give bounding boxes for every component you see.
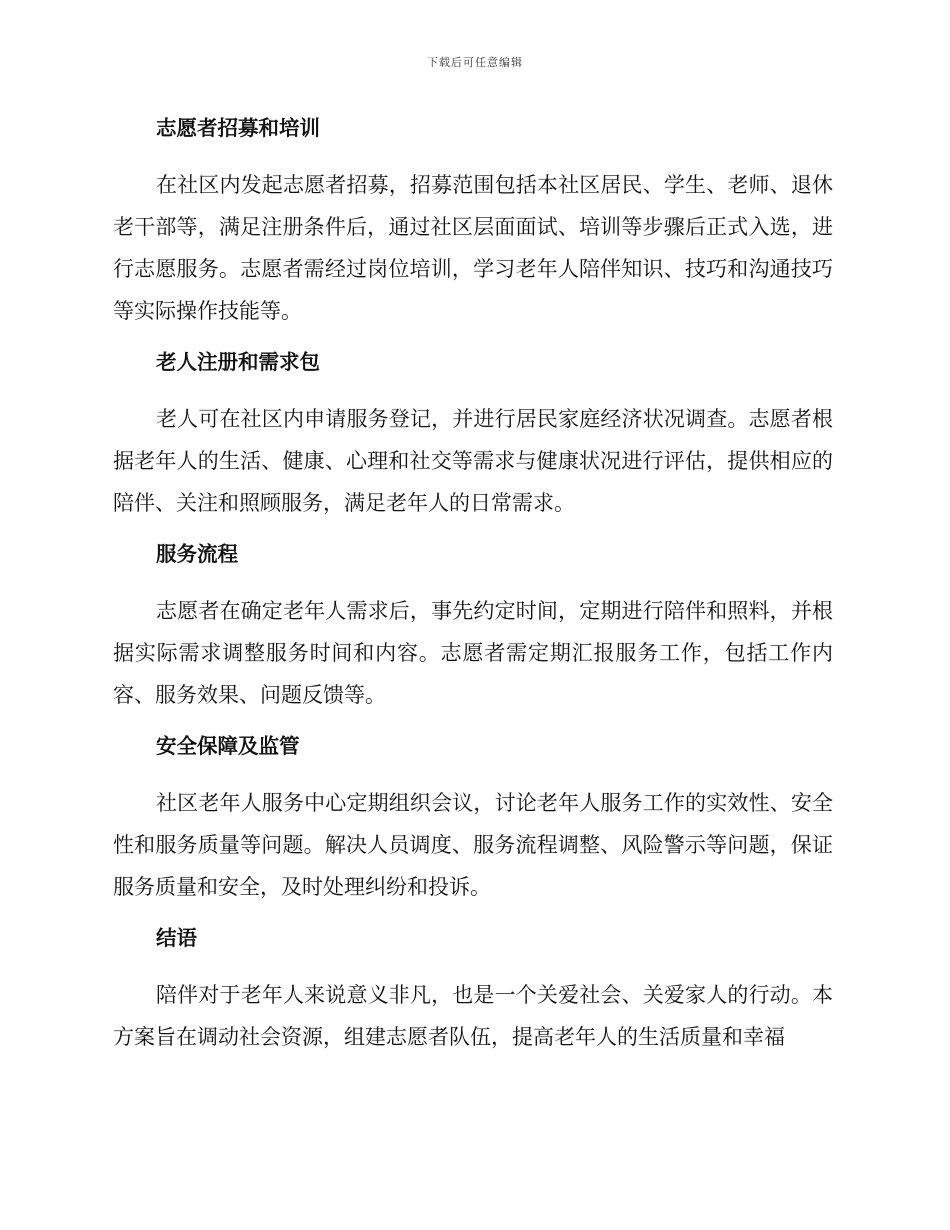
section-paragraph-elder-registration: 老人可在社区内申请服务登记，并进行居民家庭经济状况调查。志愿者根据老年人的生活、健康、心理和社交等需求与健康状况进行评估，提供相应的陪伴、关注和照顾服务，满足老年人的日常需求。 bbox=[113, 407, 833, 515]
section-paragraph-conclusion: 陪伴对于老年人来说意义非凡，也是一个关爱社会、关爱家人的行动。本方案旨在调动社会资源，组建志愿者队伍，提高老年人的生活质量和幸福 bbox=[113, 983, 833, 1049]
section-heading-conclusion: 结语 bbox=[156, 926, 197, 950]
section-paragraph-service-process: 志愿者在确定老年人需求后，事先约定时间，定期进行陪伴和照料，并根据实际需求调整服务时间和内容。志愿者需定期汇报服务工作，包括工作内容、服务效果、问题反馈等。 bbox=[113, 599, 833, 707]
document-body bbox=[113, 110, 833, 1070]
section-paragraph-volunteer-recruitment: 在社区内发起志愿者招募，招募范围包括本社区居民、学生、老师、退休老干部等，满足注册条件后，通过社区层面面试、培训等步骤后正式入选，进行志愿服务。志愿者需经过岗位培训，学习老年人陪伴知识、技巧和沟通技巧等实际操作技能等。 bbox=[113, 173, 833, 323]
section-paragraph-safety-supervision: 社区老年人服务中心定期组织会议，讨论老年人服务工作的实效性、安全性和服务质量等问题。解决人员调度、服务流程调整、风险警示等问题，保证服务质量和安全，及时处理纠纷和投诉。 bbox=[113, 791, 833, 899]
section-heading-elder-registration: 老人注册和需求包 bbox=[156, 350, 320, 374]
section-heading-safety-supervision: 安全保障及监管 bbox=[156, 734, 300, 758]
header-note: 下载后可任意编辑 bbox=[427, 56, 523, 69]
section-heading-volunteer-recruitment: 志愿者招募和培训 bbox=[156, 116, 320, 140]
section-heading-service-process: 服务流程 bbox=[156, 542, 238, 566]
